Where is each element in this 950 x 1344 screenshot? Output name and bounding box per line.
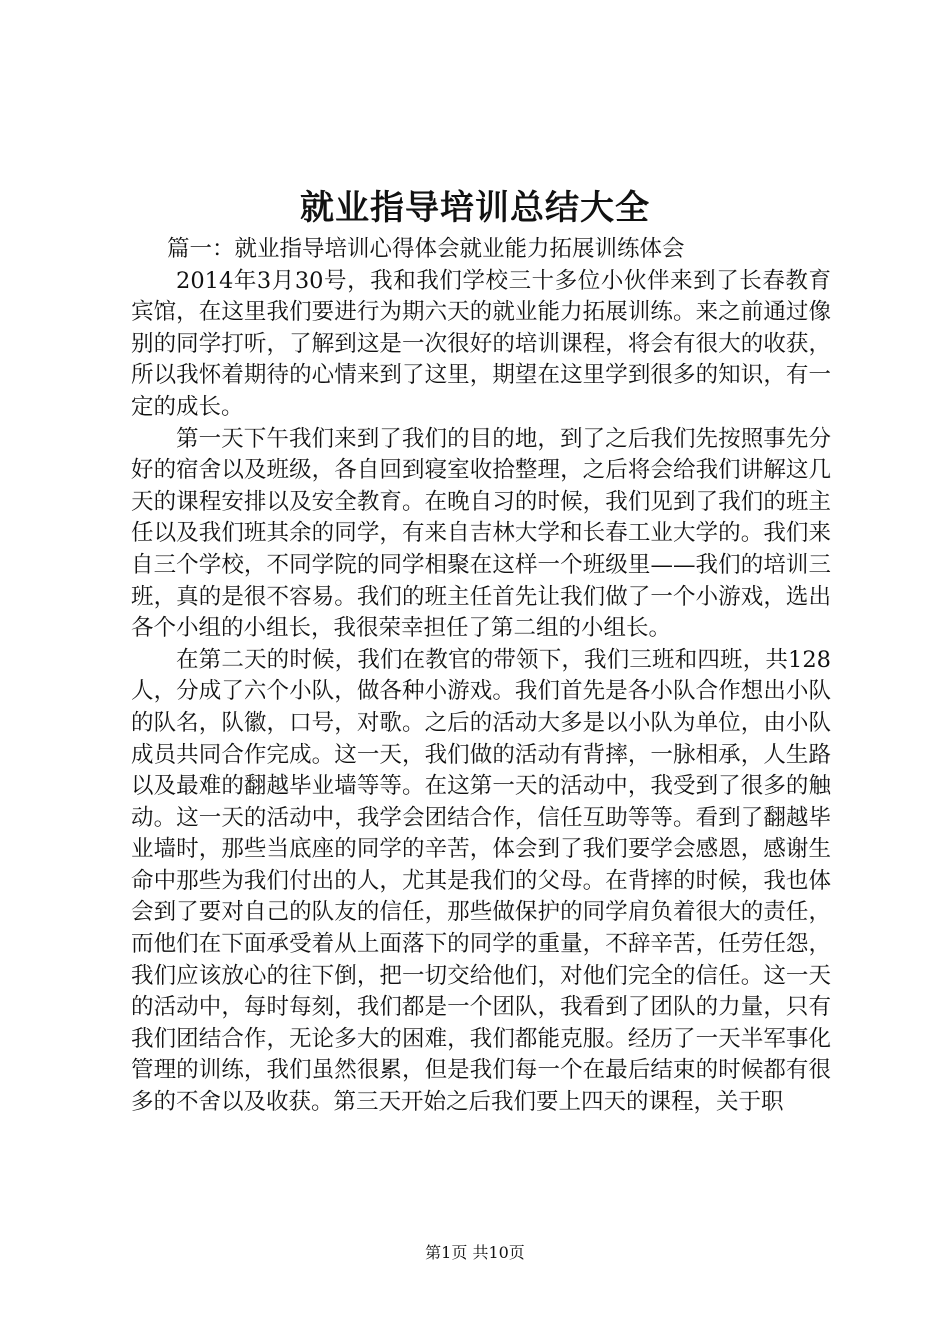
- paragraph-3: 在第二天的时候，我们在教官的带领下，我们三班和四班，共128人，分成了六个小队，做各种小游戏。我们首先是各小队合作想出小队的队名，队徽，口号，对歌。之后的活动大多是以小队为单位，由小队成员共同合作完成。这一天，我们做的活动有背摔，一脉相承，人生路以及最难的翻越毕业墙等等。在这第一天的活动中，我受到了很多的触动。这一天的活动中，我学会团结合作，信任互助等等。看到了翻越毕业墙时，那些当底座的同学的辛苦，体会到了我们要学会感恩，感谢生命中那些为我们付出的人，尤其是我们的父母。在背摔的时候，我也体会到了要对自己的队友的信任，那些做保护的同学肩负着很大的责任，而他们在下面承受着从上面落下的同学的重量，不辞辛苦，任劳任怨，我们应该放心的往下倒，把一切交给他们，对他们完全的信任。这一天的活动中，每时每刻，我们都是一个团队，我看到了团队的力量，只有我们团结合作，无论多大的困难，我们都能克服。经历了一天半军事化管理的训练，我们虽然很累，但是我们每一个在最后结束的时候都有很多的不舍以及收获。第三天开始之后我们要上四天的课程，关于职: [131, 646, 831, 1116]
- document-title: 就业指导培训总结大全: [300, 188, 650, 228]
- paragraph-1: 2014年3月30号，我和我们学校三十多位小伙伴来到了长春教育宾馆，在这里我们要进行为期六天的就业能力拓展训练。来之前通过像别的同学打听，了解到这是一次很好的培训课程，将会有很大的收获，所以我怀着期待的心情来到了这里，期望在这里学到很多的知识，有一定的成长。: [131, 267, 831, 420]
- paragraph-2: 第一天下午我们来到了我们的目的地，到了之后我们先按照事先分好的宿舍以及班级，各自回到寝室收拾整理，之后将会给我们讲解这几天的课程安排以及安全教育。在晚自习的时候，我们见到了我们的班主任以及我们班其余的同学，有来自吉林大学和长春工业大学的。我们来自三个学校，不同学院的同学相聚在这样一个班级里——我们的培训三班，真的是很不容易。我们的班主任首先让我们做了一个小游戏，选出各个小组的小组长，我很荣幸担任了第二组的小组长。: [131, 425, 831, 642]
- section-heading: 篇一：就业指导培训心得体会就业能力拓展训练体会: [167, 236, 685, 262]
- page-number-footer: 第1页 共10页: [425, 1243, 525, 1262]
- document-body: [131, 234, 831, 1119]
